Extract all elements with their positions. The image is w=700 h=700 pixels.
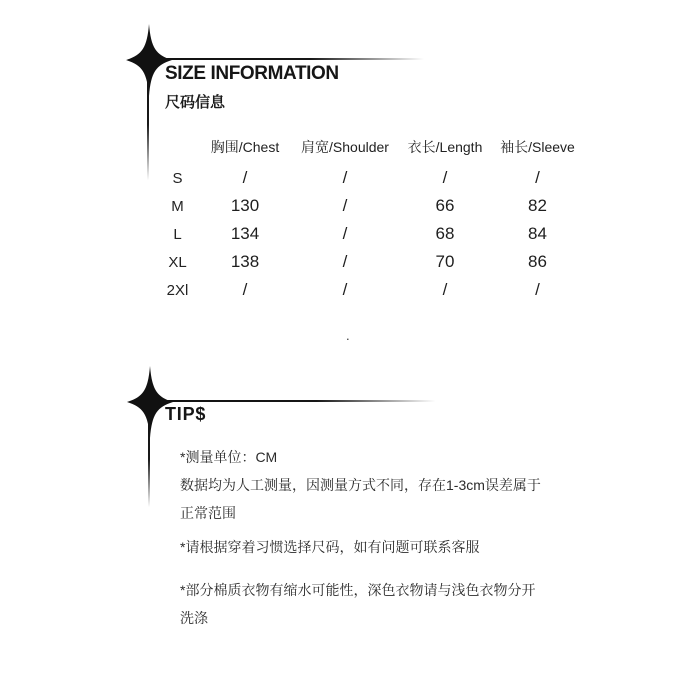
row-label-2xl: 2Xl xyxy=(166,281,189,299)
column-header-chest: 胸围/Chest xyxy=(210,139,280,155)
table-corner-cell xyxy=(155,130,200,164)
cell-m-shoulder: / xyxy=(342,196,348,215)
cell-l-shoulder: / xyxy=(342,224,348,243)
tips-paragraph-washing xyxy=(180,576,600,632)
row-label-l: L xyxy=(173,225,182,243)
tips-line: 数据均为人工测量，因测量方式不同，存在1-3cm误差属于 xyxy=(180,477,541,493)
cell-xl-sleeve: 86 xyxy=(528,252,547,271)
cell-2xl-chest: / xyxy=(242,280,248,299)
tips-line: *测量单位：CM xyxy=(180,449,278,465)
column-header-shoulder: 肩宽/Shoulder xyxy=(301,139,389,155)
divider-line-vertical xyxy=(147,74,149,186)
row-label-s: S xyxy=(172,169,183,187)
row-label-xl: XL xyxy=(168,253,187,271)
tips-line: 正常范围 xyxy=(180,505,236,521)
divider-line-vertical xyxy=(148,416,150,512)
divider-line-horizontal xyxy=(161,400,444,402)
cell-m-chest: 130 xyxy=(230,196,260,215)
size-section-title: SIZE INFORMATION xyxy=(165,63,339,84)
size-section-subtitle: 尺码信息 xyxy=(165,94,226,111)
cell-2xl-length: / xyxy=(442,280,448,299)
tips-paragraph-measurement xyxy=(180,443,600,527)
cell-s-chest: / xyxy=(242,168,248,187)
cell-m-length: 66 xyxy=(435,196,455,215)
cell-l-sleeve: 84 xyxy=(528,224,547,243)
cell-xl-chest: 138 xyxy=(230,252,260,271)
cell-2xl-sleeve: / xyxy=(535,280,540,299)
stray-dot: . xyxy=(346,328,350,343)
column-header-length: 衣长/Length xyxy=(407,139,483,155)
tips-line: *请根据穿着习惯选择尺码，如有问题可联系客服 xyxy=(180,539,480,555)
cell-2xl-shoulder: / xyxy=(342,280,348,299)
tips-section-title: TIP$ xyxy=(165,404,207,424)
cell-s-length: / xyxy=(442,168,448,187)
divider-line-horizontal xyxy=(160,58,432,60)
tips-line: 洗涤 xyxy=(180,610,208,626)
cell-l-chest: 134 xyxy=(230,224,260,243)
size-table xyxy=(155,130,585,304)
column-header-sleeve: 袖长/Sleeve xyxy=(500,139,575,155)
row-label-m: M xyxy=(171,197,184,215)
cell-s-sleeve: / xyxy=(535,168,540,187)
cell-s-shoulder: / xyxy=(342,168,348,187)
cell-l-length: 68 xyxy=(435,224,455,243)
tips-paragraph-size-choice xyxy=(180,533,600,561)
cell-xl-length: 70 xyxy=(435,252,455,271)
cell-xl-shoulder: / xyxy=(342,252,348,271)
tips-line: *部分棉质衣物有缩水可能性，深色衣物请与浅色衣物分开 xyxy=(180,582,536,598)
cell-m-sleeve: 82 xyxy=(528,196,547,215)
